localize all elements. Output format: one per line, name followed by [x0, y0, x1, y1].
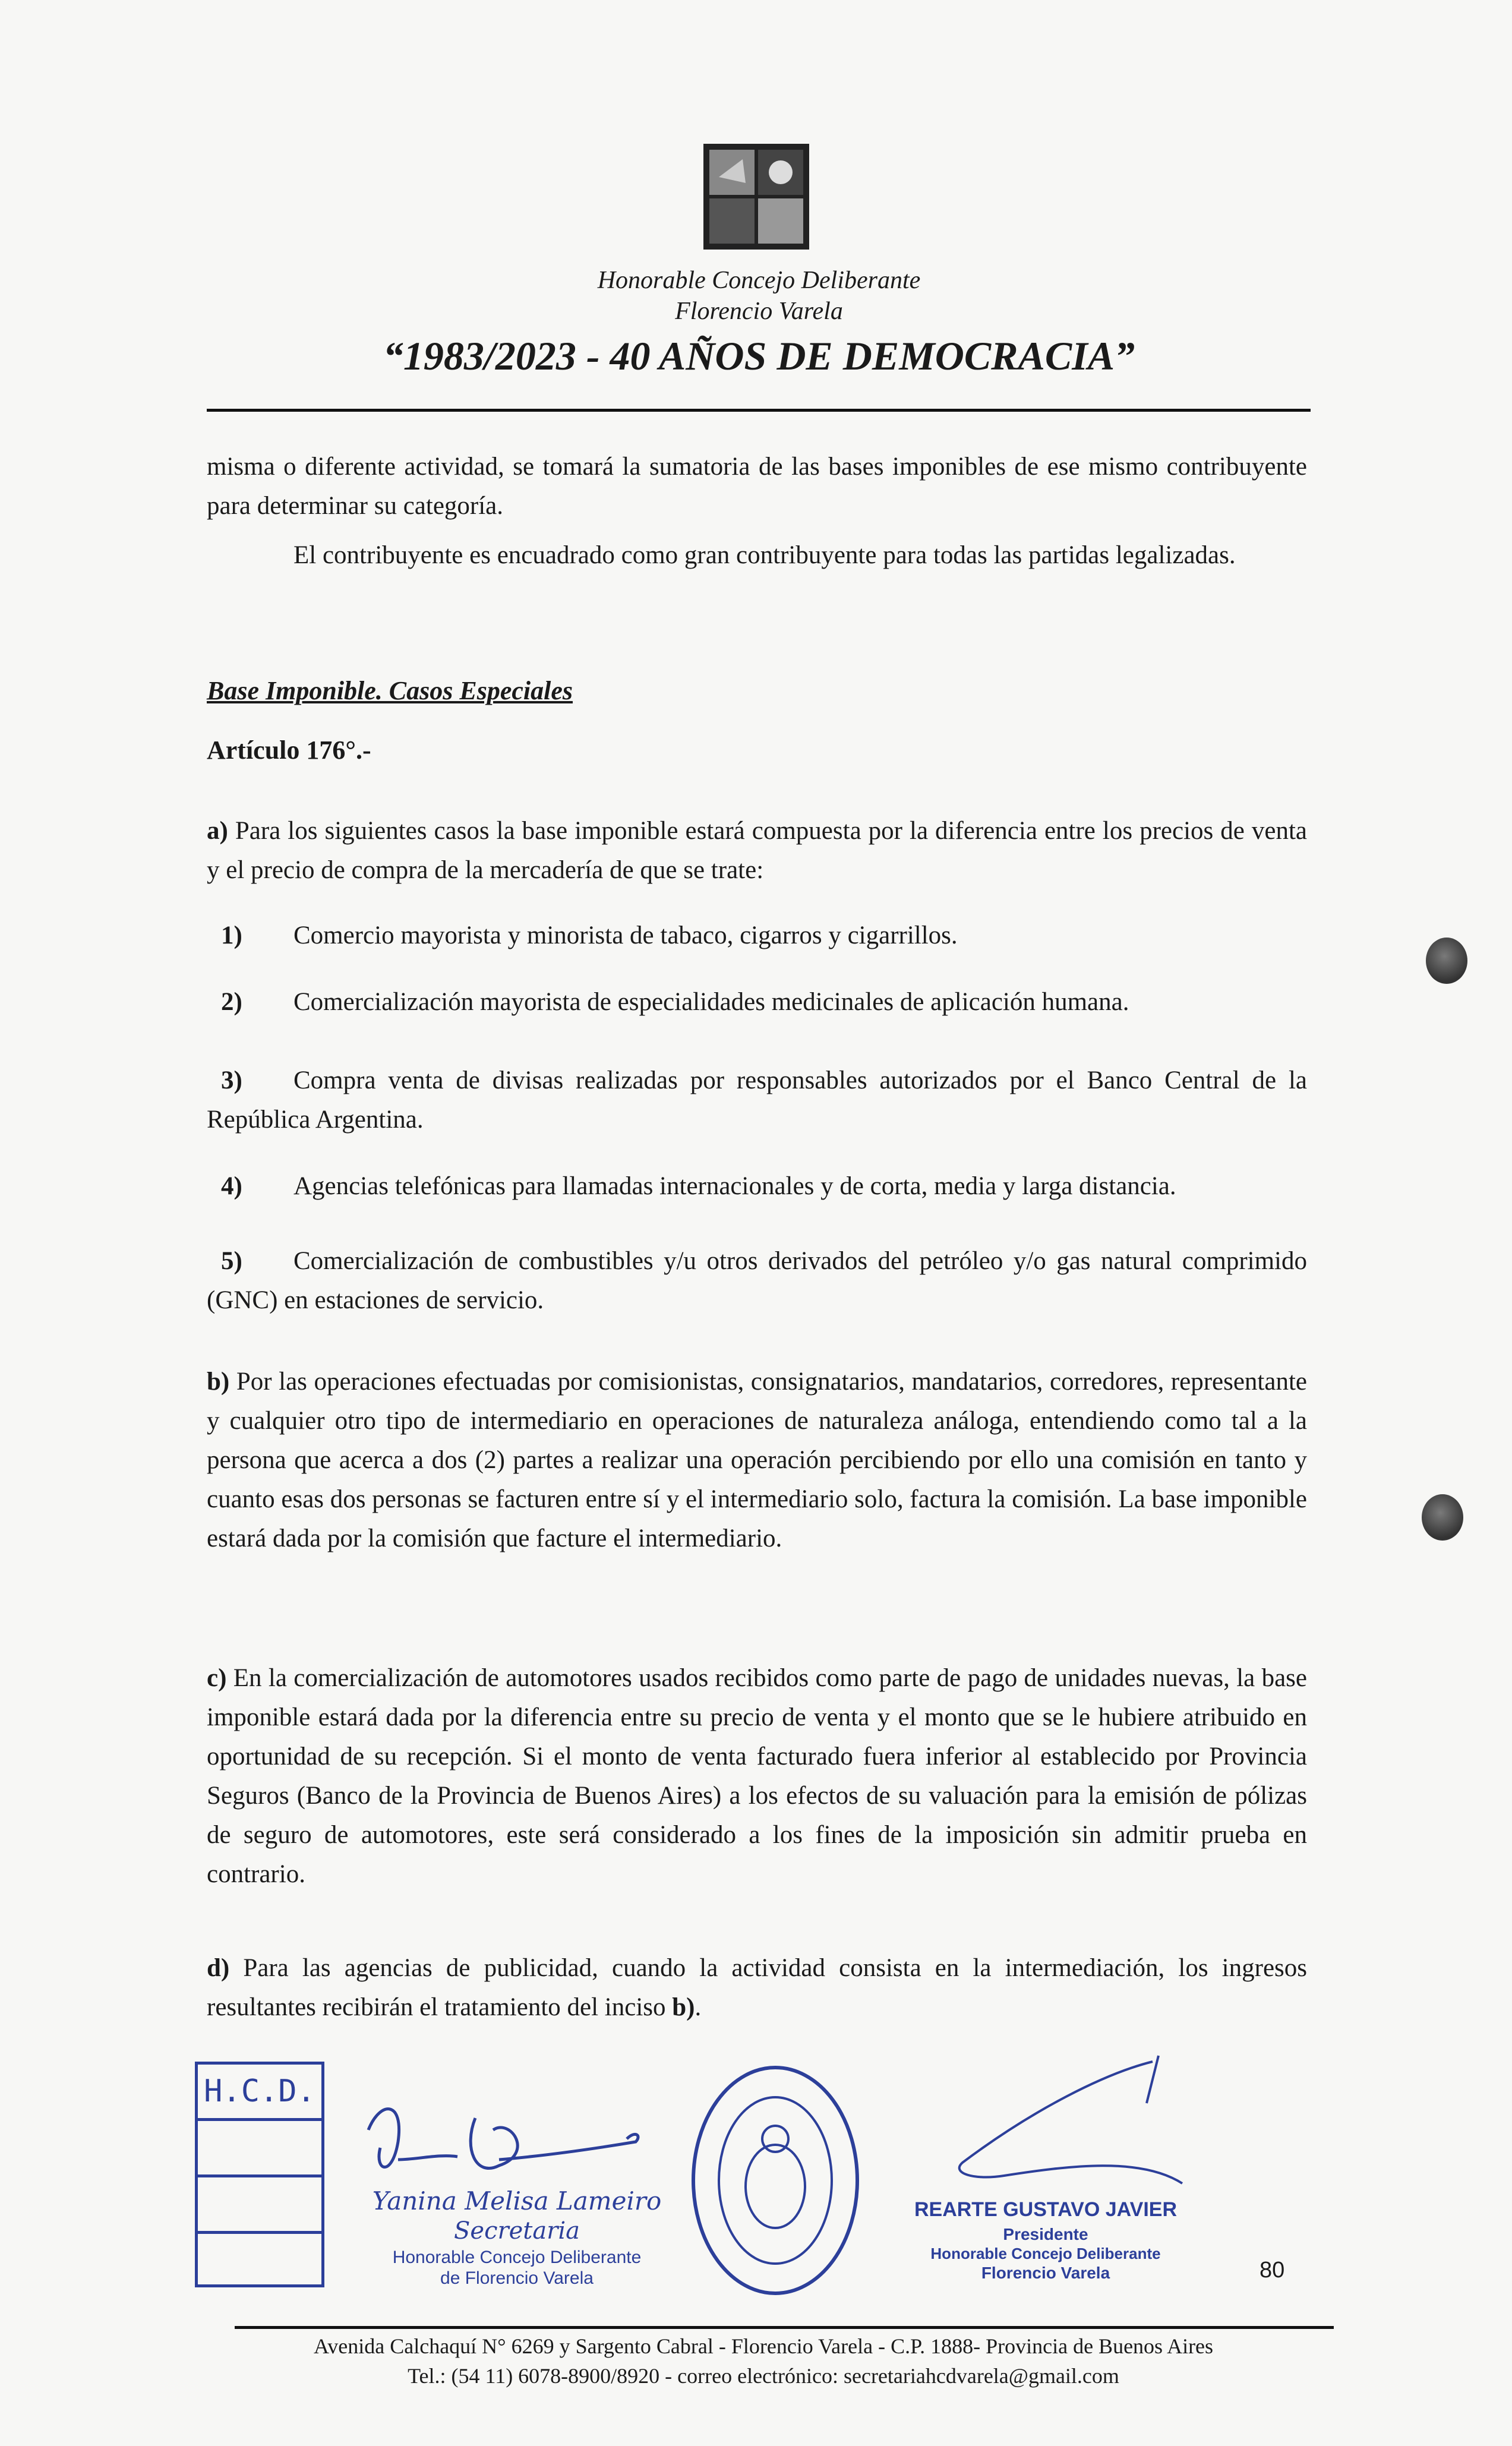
- list-item: 5) Comercialización de combustibles y/u otros derivados del petróleo y/o gas natural comprimido (GNC) en estaciones de servicio.: [207, 1247, 1307, 1314]
- president-org-city: Florencio Varela: [981, 2264, 1110, 2282]
- list-item: 2) Comercialización mayorista de especialidades medicinales de aplicación humana.: [221, 988, 1129, 1016]
- clause-b: b) Por las operaciones efectuadas por comisionistas, consignatarios, mandatarios, corredores, representante y cualquier otro tipo de intermediario en operaciones de naturaleza análoga, entendiendo como tal a la persona que acerca a dos (2) partes a realizar una operación percibiendo por ello una comisión en tanto y cuanto esas dos personas se facturen entre sí y el intermediario solo, factura la comisión. La base imponible estará dada por la comisión que facture el intermediario.: [207, 1368, 1307, 1552]
- punch-hole: [1426, 938, 1467, 984]
- section-heading: Base Imponible. Casos Especiales: [207, 676, 573, 705]
- para-intro: misma o diferente actividad, se tomará la sumatoria de las bases imponibles de ese mismo contribuyente para determinar su categoría.: [207, 453, 1307, 520]
- header-divider: [207, 409, 1311, 412]
- page-number: 80: [1260, 2258, 1285, 2283]
- secretary-name: Yanina Melisa Lameiro: [372, 2186, 662, 2215]
- secretary-role: Secretaria: [454, 2217, 580, 2245]
- org-name: Honorable Concejo Deliberante: [597, 267, 921, 294]
- council-logo: [701, 141, 812, 252]
- list-item: 1) Comercio mayorista y minorista de tabaco, cigarros y cigarrillos.: [221, 921, 958, 949]
- secretary-org: Honorable Concejo Deliberante: [392, 2248, 642, 2267]
- para-gran-contribuyente: El contribuyente es encuadrado como gran contribuyente para todas las partidas legalizadas.: [293, 541, 1236, 569]
- council-seal: [689, 2062, 861, 2299]
- clause-d: d) Para las agencias de publicidad, cuando la actividad consista en la intermediación, los ingresos resultantes recibirán el tratamiento del inciso b).: [207, 1954, 1308, 2021]
- clause-a-label: a): [207, 817, 228, 845]
- hcd-stamp: H.C.D.: [195, 2062, 324, 2287]
- footer-address: Avenida Calchaquí N° 6269 y Sargento Cabral - Florencio Varela - C.P. 1888- Provincia de Buenos Aires: [313, 2334, 1214, 2358]
- list-item: 3) Compra venta de divisas realizadas por responsables autorizados por el Banco Central de la República Argentina.: [207, 1066, 1307, 1134]
- secretary-org-city: de Florencio Varela: [440, 2268, 594, 2288]
- article-title: Artículo 176°.-: [207, 736, 371, 765]
- clause-a: a) Para los siguientes casos la base imponible estará compuesta por la diferencia entre los precios de venta y el precio de compra de la mercadería de que se trate:: [207, 817, 1308, 884]
- president-name: REARTE GUSTAVO JAVIER: [914, 2198, 1178, 2221]
- clause-c: c) En la comercialización de automotores usados recibidos como parte de pago de unidades nuevas, la base imponible estará dada por la diferencia entre su precio de venta y el monto que se le hubiere atribuido en oportunidad de su recepción. Si el monto de venta facturado fuera inferior al establecido por Provincia Seguros (Banco de la Provincia de Buenos Aires) a los efectos de su valuación para la emisión de pólizas de seguro de automotores, este será considerado a los fines de la imposición sin admitir prueba en contrario.: [207, 1664, 1307, 1888]
- secretary-signature: [356, 2094, 665, 2195]
- list-item: 4) Agencias telefónicas para llamadas internacionales y de corta, media y larga distancia.: [221, 1172, 1176, 1200]
- footer-contact: Tel.: (54 11) 6078-8900/8920 - correo electrónico: secretariahcdvarela@gmail.com: [408, 2364, 1119, 2388]
- footer-divider: [235, 2326, 1334, 2329]
- city-name: Florencio Varela: [675, 298, 843, 325]
- punch-hole: [1422, 1494, 1463, 1541]
- president-role: Presidente: [1003, 2225, 1088, 2243]
- president-org: Honorable Concejo Deliberante: [930, 2245, 1161, 2262]
- president-signature: [927, 2038, 1200, 2192]
- motto: “1983/2023 - 40 AÑOS DE DEMOCRACIA”: [383, 333, 1135, 378]
